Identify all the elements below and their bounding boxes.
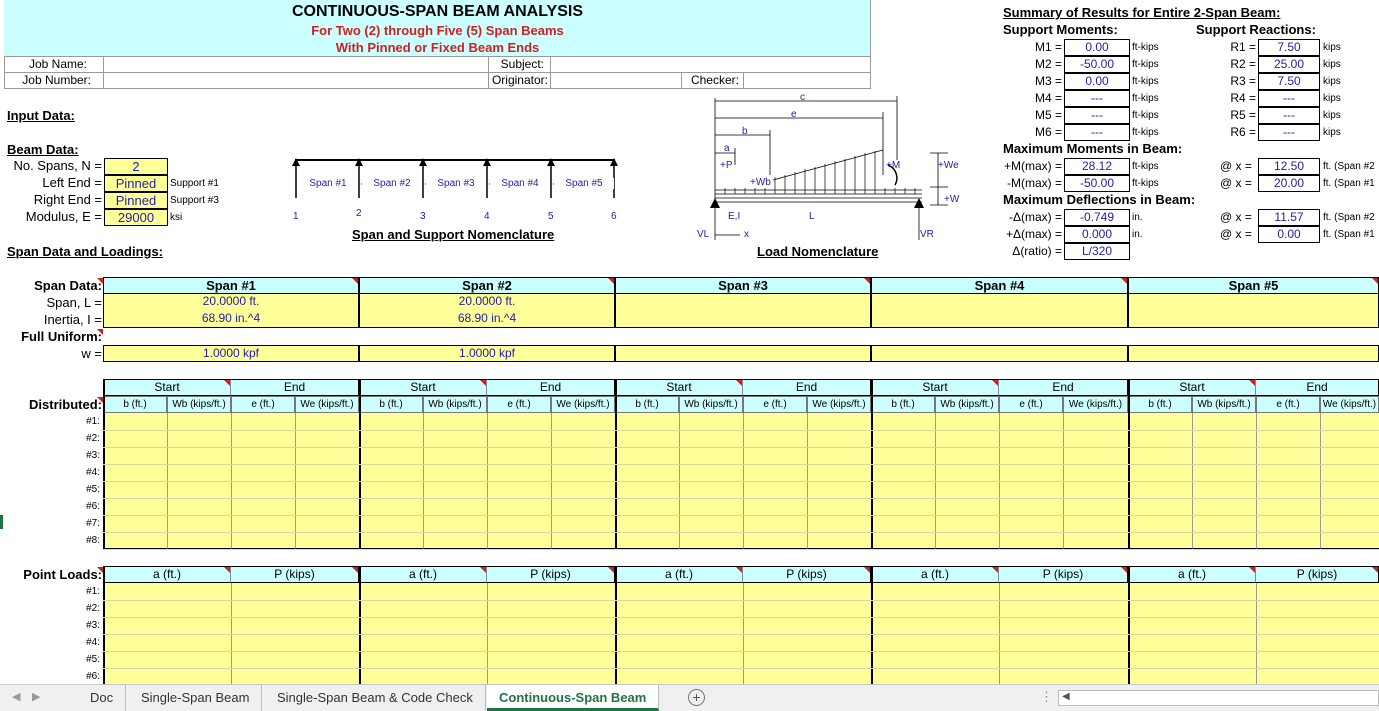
- support-label-5: 5: [548, 211, 554, 222]
- span-divider: [615, 566, 617, 684]
- moment-unit: ft-kips: [1132, 93, 1159, 104]
- point-row-line: [103, 651, 1379, 652]
- load-w: +W: [944, 194, 960, 205]
- span-label-5: Span #5: [554, 178, 614, 189]
- span-header: Span #2: [359, 277, 615, 294]
- span-length-cell[interactable]: [871, 294, 1128, 311]
- max-moments-heading: Maximum Moments in Beam:: [1003, 141, 1183, 156]
- comment-marker: [864, 278, 870, 284]
- comment-marker: [97, 397, 103, 403]
- moment-value: ---: [1064, 107, 1130, 124]
- scroll-left-icon[interactable]: ◀: [12, 691, 21, 703]
- point-row-label: #3:: [86, 620, 100, 631]
- reaction-label: R1 =: [1230, 40, 1256, 54]
- dist-col-header: We (kips/ft.): [295, 396, 359, 413]
- load-wb: +Wb: [750, 177, 771, 188]
- dim-c: c: [800, 92, 805, 103]
- comment-marker: [1121, 278, 1127, 284]
- left-end-select[interactable]: Pinned: [104, 175, 168, 192]
- comment-marker: [608, 278, 614, 284]
- dist-start-header: Start: [103, 379, 231, 396]
- pdef-x-label: @ x =: [1220, 227, 1252, 241]
- span-divider: [359, 566, 361, 684]
- beam-l: L: [809, 211, 815, 222]
- w-cell[interactable]: [1128, 345, 1379, 362]
- w-cell[interactable]: [615, 345, 871, 362]
- reaction-label: R4 =: [1230, 91, 1256, 105]
- comment-marker: [608, 567, 614, 573]
- scroll-right-icon[interactable]: ▶: [32, 691, 41, 703]
- point-row-label: #1:: [86, 586, 100, 597]
- dist-end-header: End: [743, 379, 871, 396]
- dist-start-header: Start: [359, 379, 487, 396]
- job-name-field[interactable]: [103, 56, 489, 73]
- span-length-cell[interactable]: 20.0000 ft.: [103, 294, 359, 311]
- reaction-value: 25.00: [1258, 56, 1320, 73]
- span-divider: [1128, 566, 1130, 684]
- modulus-input[interactable]: 29000: [104, 209, 168, 226]
- dist-end-header: End: [999, 379, 1128, 396]
- point-col-header: P (kips): [231, 566, 359, 583]
- inertia-cell[interactable]: [871, 311, 1128, 328]
- span-label-3: Span #3: [426, 178, 486, 189]
- moment-label: M6 =: [1034, 125, 1062, 139]
- comment-marker: [224, 567, 230, 573]
- pmax-value: 28.12: [1064, 158, 1130, 175]
- span-divider: [103, 566, 105, 684]
- left-end-note: Support #1: [170, 178, 219, 189]
- point-row-label: #5:: [86, 654, 100, 665]
- reaction-unit: kips: [1323, 110, 1341, 121]
- beam-ei: E,I: [728, 211, 741, 222]
- span-length-cell[interactable]: [615, 294, 871, 311]
- load-m: +M: [886, 160, 901, 171]
- moment-unit: ft-kips: [1132, 59, 1159, 70]
- point-col-header: a (ft.): [871, 566, 999, 583]
- moment-value: ---: [1064, 124, 1130, 141]
- moment-value: -50.00: [1064, 56, 1130, 73]
- sheet-tab-bar: [0, 684, 1379, 711]
- subject-field[interactable]: [550, 56, 871, 73]
- dist-col-header: b (ft.): [103, 396, 167, 413]
- comment-marker: [1249, 567, 1255, 573]
- dist-row-line: [103, 498, 1379, 499]
- add-sheet-icon[interactable]: +: [688, 689, 705, 706]
- dist-col-header: Wb (kips/ft.): [935, 396, 999, 413]
- reaction-label: R2 =: [1230, 57, 1256, 71]
- w-cell[interactable]: [871, 345, 1128, 362]
- dist-end-header: End: [231, 379, 359, 396]
- dist-end-header: End: [1256, 379, 1379, 396]
- ratio-value: L/320: [1064, 243, 1130, 260]
- dist-col-header: e (ft.): [1256, 396, 1320, 413]
- sheet-subtitle-1: For Two (2) through Five (5) Span Beams: [311, 23, 564, 38]
- span-data-heading: Span Data and Loadings:: [7, 244, 164, 259]
- point-col-header: P (kips): [999, 566, 1128, 583]
- moment-value: 0.00: [1064, 39, 1130, 56]
- reaction-value: 7.50: [1258, 73, 1320, 90]
- dist-col-header: Wb (kips/ft.): [423, 396, 487, 413]
- max-deflections-heading: Maximum Deflections in Beam:: [1003, 192, 1196, 207]
- nspans-input[interactable]: 2: [104, 158, 168, 175]
- dist-col-header: e (ft.): [743, 396, 807, 413]
- span-length-cell[interactable]: [1128, 294, 1379, 311]
- span-header: Span #4: [871, 277, 1128, 294]
- span-label-4: Span #4: [490, 178, 550, 189]
- left-end-label: Left End =: [42, 175, 102, 190]
- span-header: Span #5: [1128, 277, 1379, 294]
- reaction-vr: VR: [920, 229, 934, 240]
- support-label-4: 4: [484, 211, 490, 222]
- reaction-value: ---: [1258, 107, 1320, 124]
- span-divider: [871, 566, 873, 684]
- dist-row-line: [103, 447, 1379, 448]
- dist-col-header: e (ft.): [999, 396, 1063, 413]
- dist-row-line: [103, 532, 1379, 533]
- dim-b: b: [742, 126, 748, 137]
- sheet-title: CONTINUOUS-SPAN BEAM ANALYSIS: [292, 3, 583, 20]
- right-end-note: Support #3: [170, 195, 219, 206]
- dim-a: a: [724, 143, 730, 154]
- dist-col-header: b (ft.): [1128, 396, 1192, 413]
- ndef-label: -Δ(max) =: [1008, 210, 1062, 224]
- moment-label: M1 =: [1034, 40, 1062, 54]
- moment-label: M5 =: [1034, 108, 1062, 122]
- reaction-value: ---: [1258, 124, 1320, 141]
- dist-end-header: End: [487, 379, 615, 396]
- load-we: +We: [938, 160, 959, 171]
- scrollbar-left-arrow-icon[interactable]: ◀: [1062, 691, 1070, 702]
- comment-marker: [992, 567, 998, 573]
- reaction-unit: kips: [1323, 93, 1341, 104]
- axis-x: x: [744, 229, 749, 240]
- comment-marker: [352, 278, 358, 284]
- dist-row-label: #2:: [86, 433, 100, 444]
- ndef-unit: in.: [1132, 212, 1143, 223]
- moment-unit: ft-kips: [1132, 110, 1159, 121]
- pmax-x-unit: ft. (Span #2: [1323, 161, 1375, 172]
- point-row-line: [103, 600, 1379, 601]
- comment-marker: [480, 567, 486, 573]
- pmax-x-value: 12.50: [1258, 158, 1320, 175]
- tab-continuous-span-beam[interactable]: Continuous-Span Beam: [487, 685, 659, 711]
- pdef-unit: in.: [1132, 229, 1143, 240]
- ndef-x-unit: ft. (Span #2: [1323, 212, 1375, 223]
- reaction-value: 7.50: [1258, 39, 1320, 56]
- moment-unit: ft-kips: [1132, 127, 1159, 138]
- beam-data-heading: Beam Data:: [7, 142, 79, 157]
- point-row-line: [103, 668, 1379, 669]
- comment-marker: [1121, 567, 1127, 573]
- dist-col-header: Wb (kips/ft.): [167, 396, 231, 413]
- dist-row-label: #6:: [86, 501, 100, 512]
- comment-marker: [480, 380, 486, 386]
- summary-heading: Summary of Results for Entire 2-Span Beam:: [1003, 5, 1281, 20]
- dist-row-label: #3:: [86, 450, 100, 461]
- span-length-cell[interactable]: 20.0000 ft.: [359, 294, 615, 311]
- point-row-line: [103, 634, 1379, 635]
- w-cell[interactable]: 1.0000 kpf: [103, 345, 359, 362]
- comment-marker: [864, 567, 870, 573]
- job-name-label: Job Name:: [4, 56, 104, 73]
- dist-row-line: [103, 430, 1379, 431]
- moment-unit: ft-kips: [1132, 42, 1159, 53]
- w-label: w =: [81, 346, 102, 361]
- comment-marker: [1249, 380, 1255, 386]
- ndef-x-value: 11.57: [1258, 209, 1320, 226]
- point-loads-label: Point Loads:: [23, 567, 102, 582]
- dist-col-header: We (kips/ft.): [807, 396, 871, 413]
- dist-start-header: Start: [1128, 379, 1256, 396]
- pmax-unit: ft-kips: [1132, 161, 1159, 172]
- reaction-label: R5 =: [1230, 108, 1256, 122]
- pdef-value: 0.000: [1064, 226, 1130, 243]
- dist-row-label: #4:: [86, 467, 100, 478]
- inertia-label: Inertia, I =: [43, 312, 102, 327]
- modulus-unit: ksi: [170, 212, 183, 223]
- load-p: +P: [720, 160, 733, 171]
- load-nomenclature-caption: Load Nomenclature: [757, 244, 879, 259]
- point-col-header: a (ft.): [615, 566, 743, 583]
- dist-start-header: Start: [615, 379, 743, 396]
- moment-unit: ft-kips: [1132, 76, 1159, 87]
- comment-marker: [992, 380, 998, 386]
- dist-col-header: b (ft.): [615, 396, 679, 413]
- comment-marker: [97, 329, 103, 335]
- comment-marker: [736, 567, 742, 573]
- dist-col-header: We (kips/ft.): [1320, 396, 1379, 413]
- inertia-cell[interactable]: [1128, 311, 1379, 328]
- comment-marker: [97, 278, 103, 284]
- dist-row-label: #7:: [86, 518, 100, 529]
- more-options-icon[interactable]: ⋮: [1040, 689, 1053, 704]
- point-row-label: #2:: [86, 603, 100, 614]
- pdef-x-value: 0.00: [1258, 226, 1320, 243]
- dist-col-header: We (kips/ft.): [1063, 396, 1128, 413]
- checker-field[interactable]: [743, 72, 871, 89]
- dist-col-header: Wb (kips/ft.): [1192, 396, 1256, 413]
- span-label-2: Span #2: [362, 178, 422, 189]
- support-reactions-heading: Support Reactions:: [1196, 22, 1316, 37]
- nmax-value: -50.00: [1064, 175, 1130, 192]
- reaction-unit: kips: [1323, 59, 1341, 70]
- point-row-label: #6:: [86, 671, 100, 682]
- pmax-label: +M(max) =: [1003, 159, 1062, 173]
- support-label-3: 3: [420, 211, 426, 222]
- nspans-label: No. Spans, N =: [13, 158, 102, 173]
- dist-col-header: We (kips/ft.): [551, 396, 615, 413]
- originator-label: Originator:: [488, 72, 551, 89]
- dist-col-header: b (ft.): [871, 396, 935, 413]
- dist-row-line: [103, 481, 1379, 482]
- full-uniform-label: Full Uniform:: [21, 329, 102, 344]
- point-col-header: P (kips): [487, 566, 615, 583]
- point-row-line: [103, 617, 1379, 618]
- reaction-unit: kips: [1323, 127, 1341, 138]
- tab-single-span-code-check[interactable]: Single-Span Beam & Code Check: [265, 685, 486, 711]
- point-col-header: a (ft.): [1128, 566, 1256, 583]
- comment-marker: [1372, 567, 1378, 573]
- reaction-label: R6 =: [1230, 125, 1256, 139]
- point-col-header: a (ft.): [359, 566, 487, 583]
- point-col-header: a (ft.): [103, 566, 231, 583]
- comment-marker: [1372, 278, 1378, 284]
- reaction-vl: VL: [697, 229, 710, 240]
- dist-col-header: Wb (kips/ft.): [679, 396, 743, 413]
- dim-e: e: [791, 109, 797, 120]
- ndef-x-label: @ x =: [1220, 210, 1252, 224]
- span-header: Span #3: [615, 277, 871, 294]
- tab-single-span-beam[interactable]: Single-Span Beam: [129, 685, 262, 711]
- support-label-6: 6: [611, 211, 617, 222]
- inertia-cell[interactable]: [615, 311, 871, 328]
- span-nomenclature-caption: Span and Support Nomenclature: [352, 227, 555, 242]
- point-row-label: #4:: [86, 637, 100, 648]
- reaction-unit: kips: [1323, 76, 1341, 87]
- row-indicator: [0, 515, 3, 529]
- comment-marker: [97, 567, 103, 573]
- job-number-field[interactable]: [103, 72, 489, 89]
- sheet-subtitle-2: With Pinned or Fixed Beam Ends: [335, 40, 540, 55]
- dist-col-header: e (ft.): [231, 396, 295, 413]
- distributed-label: Distributed:: [29, 397, 102, 412]
- subject-label: Subject:: [488, 56, 551, 73]
- input-data-heading: Input Data:: [7, 108, 75, 123]
- ratio-label: Δ(ratio) =: [1012, 244, 1062, 258]
- dist-row-line: [103, 549, 1379, 550]
- pmax-x-label: @ x =: [1220, 159, 1252, 173]
- moment-value: ---: [1064, 90, 1130, 107]
- reaction-label: R3 =: [1230, 74, 1256, 88]
- support-moments-heading: Support Moments:: [1003, 22, 1118, 37]
- span-data-label: Span Data:: [34, 278, 102, 293]
- inertia-cell[interactable]: 68.90 in.^4: [359, 311, 615, 328]
- point-col-header: P (kips): [1256, 566, 1379, 583]
- dist-row-line: [103, 464, 1379, 465]
- support-label-2: 2: [356, 208, 362, 219]
- inertia-cell[interactable]: 68.90 in.^4: [103, 311, 359, 328]
- dist-col-header: b (ft.): [359, 396, 423, 413]
- nmax-x-unit: ft. (Span #1: [1323, 178, 1375, 189]
- checker-label: Checker:: [681, 72, 744, 89]
- nmax-x-label: @ x =: [1220, 176, 1252, 190]
- dist-row-label: #8:: [86, 535, 100, 546]
- right-end-label: Right End =: [33, 192, 102, 207]
- modulus-label: Modulus, E =: [25, 209, 102, 224]
- span-length-label: Span, L =: [46, 295, 102, 310]
- reaction-value: ---: [1258, 90, 1320, 107]
- pdef-label: +Δ(max) =: [1005, 227, 1062, 241]
- point-col-header: P (kips): [743, 566, 871, 583]
- nmax-unit: ft-kips: [1132, 178, 1159, 189]
- span-label-1: Span #1: [298, 178, 358, 189]
- dist-row-line: [103, 515, 1379, 516]
- dist-col-header: e (ft.): [487, 396, 551, 413]
- dist-row-label: #5:: [86, 484, 100, 495]
- originator-field[interactable]: [550, 72, 682, 89]
- comment-marker: [736, 380, 742, 386]
- right-end-select[interactable]: Pinned: [104, 192, 168, 209]
- nmax-x-value: 20.00: [1258, 175, 1320, 192]
- comment-marker: [352, 567, 358, 573]
- moment-label: M4 =: [1034, 91, 1062, 105]
- w-cell[interactable]: 1.0000 kpf: [359, 345, 615, 362]
- job-number-label: Job Number:: [4, 72, 104, 89]
- comment-marker: [224, 380, 230, 386]
- moment-label: M3 =: [1034, 74, 1062, 88]
- moment-value: 0.00: [1064, 73, 1130, 90]
- dist-row-label: #1:: [86, 416, 100, 427]
- nmax-label: -M(max) =: [1007, 176, 1062, 190]
- span-header: Span #1: [103, 277, 359, 294]
- horizontal-scrollbar[interactable]: [1058, 690, 1379, 706]
- ndef-value: -0.749: [1064, 209, 1130, 226]
- moment-label: M2 =: [1034, 57, 1062, 71]
- tab-doc[interactable]: Doc: [78, 685, 126, 711]
- reaction-unit: kips: [1323, 42, 1341, 53]
- support-label-1: 1: [293, 211, 299, 222]
- pdef-x-unit: ft. (Span #1: [1323, 229, 1375, 240]
- dist-start-header: Start: [871, 379, 999, 396]
